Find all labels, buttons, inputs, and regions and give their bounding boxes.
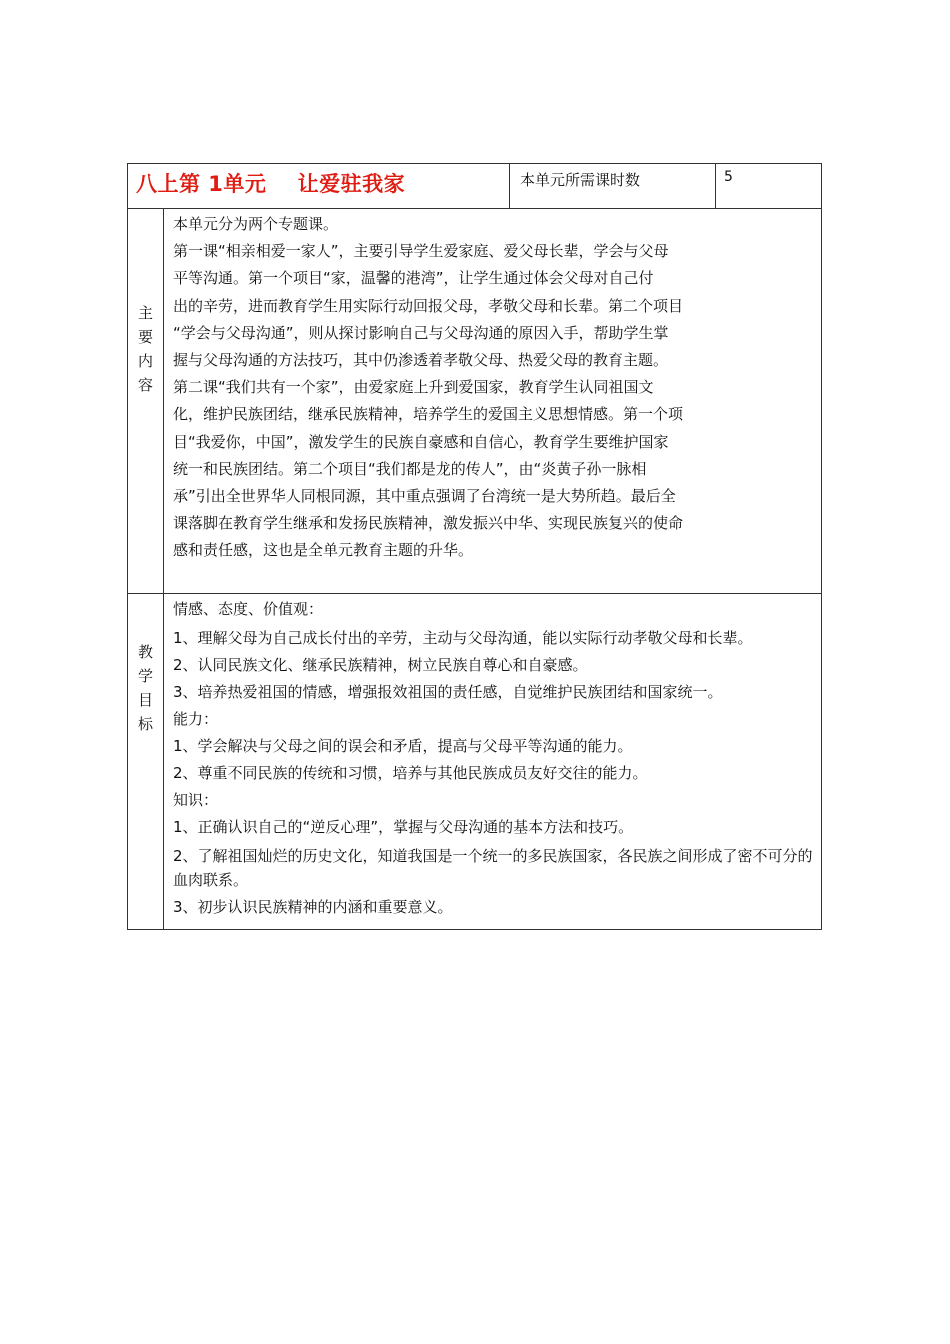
goal-heading-knowledge: 知识：: [173, 791, 219, 809]
content-line: 课落脚在教育学生继承和发扬民族精神，激发振兴中华、实现民族复兴的使命: [173, 514, 684, 533]
unit-plan-table: [127, 163, 822, 930]
hours-value: 5: [716, 164, 822, 209]
teaching-goals-text: [164, 594, 822, 930]
content-line: 握与父母沟通的方法技巧，其中仍渗透着孝敬父母、热爱父母的教育主题。: [173, 351, 669, 370]
goal-item: 2、了解祖国灿烂的历史文化，知道我国是一个统一的多民族国家，各民族之间形成了密不可分的血肉联系。: [173, 847, 813, 889]
content-line: 平等沟通。第一个项目“家，温馨的港湾”，让学生通过体会父母对自己付: [173, 269, 654, 288]
main-content-row: [128, 209, 822, 594]
goal-item: 1、学会解决与父母之间的误会和矛盾，提高与父母平等沟通的能力。: [173, 737, 633, 755]
goal-item: 3、培养热爱祖国的情感，增强报效祖国的责任感，自觉维护民族团结和国家统一。: [173, 683, 723, 701]
content-line: “学会与父母沟通”，则从探讨影响自己与父母沟通的原因入手，帮助学生掌: [173, 323, 669, 342]
hours-label: 本单元所需课时数: [510, 164, 716, 209]
content-line: 出的辛劳，进而教育学生用实际行动回报父母，孝敬父母和长辈。第二个项目: [173, 296, 684, 315]
title-cell: [128, 164, 510, 209]
goal-heading-ability: 能力：: [173, 710, 219, 728]
content-line: 化，维护民族团结，继承民族精神，培养学生的爱国主义思想情感。第一个项: [173, 405, 684, 424]
main-content-text: [164, 209, 822, 594]
unit-title: 八上第 1单元 让爱驻我家: [136, 172, 406, 196]
teaching-goals-row: [128, 594, 822, 930]
goal-item: 1、理解父母为自己成长付出的辛劳，主动与父母沟通，能以实际行动孝敬父母和长辈。: [173, 629, 753, 647]
content-line: 目“我爱你，中国”，激发学生的民族自豪感和自信心，教育学生要维护国家: [173, 432, 669, 451]
teaching-goals-label: 教 学 目 标: [128, 594, 164, 930]
goal-item: 3、初步认识民族精神的内涵和重要意义。: [173, 898, 453, 916]
main-content-label: 主 要 内 容: [128, 209, 164, 594]
goal-item: 2、尊重不同民族的传统和习惯，培养与其他民族成员友好交往的能力。: [173, 764, 648, 782]
content-line: 第二课“我们共有一个家”，由爱家庭上升到爱国家，教育学生认同祖国文: [173, 378, 654, 397]
content-line: 感和责任感，这也是全单元教育主题的升华。: [173, 541, 474, 560]
content-line: 本单元分为两个专题课。: [173, 215, 339, 233]
goal-item: 2、认同民族文化、继承民族精神，树立民族自尊心和自豪感。: [173, 656, 588, 674]
content-line: 第一课“相亲相爱一家人”，主要引导学生爱家庭、爱父母长辈，学会与父母: [173, 242, 669, 261]
content-line: 承”引出全世界华人同根同源，其中重点强调了台湾统一是大势所趋。最后全: [173, 487, 676, 506]
content-line: 统一和民族团结。第二个项目“我们都是龙的传人”，由“炎黄子孙一脉相: [173, 459, 647, 478]
goal-item: 1、正确认识自己的“逆反心理”，掌握与父母沟通的基本方法和技巧。: [173, 818, 634, 836]
goal-heading-emotion: 情感、态度、价值观：: [173, 600, 324, 618]
header-row: [128, 164, 822, 209]
